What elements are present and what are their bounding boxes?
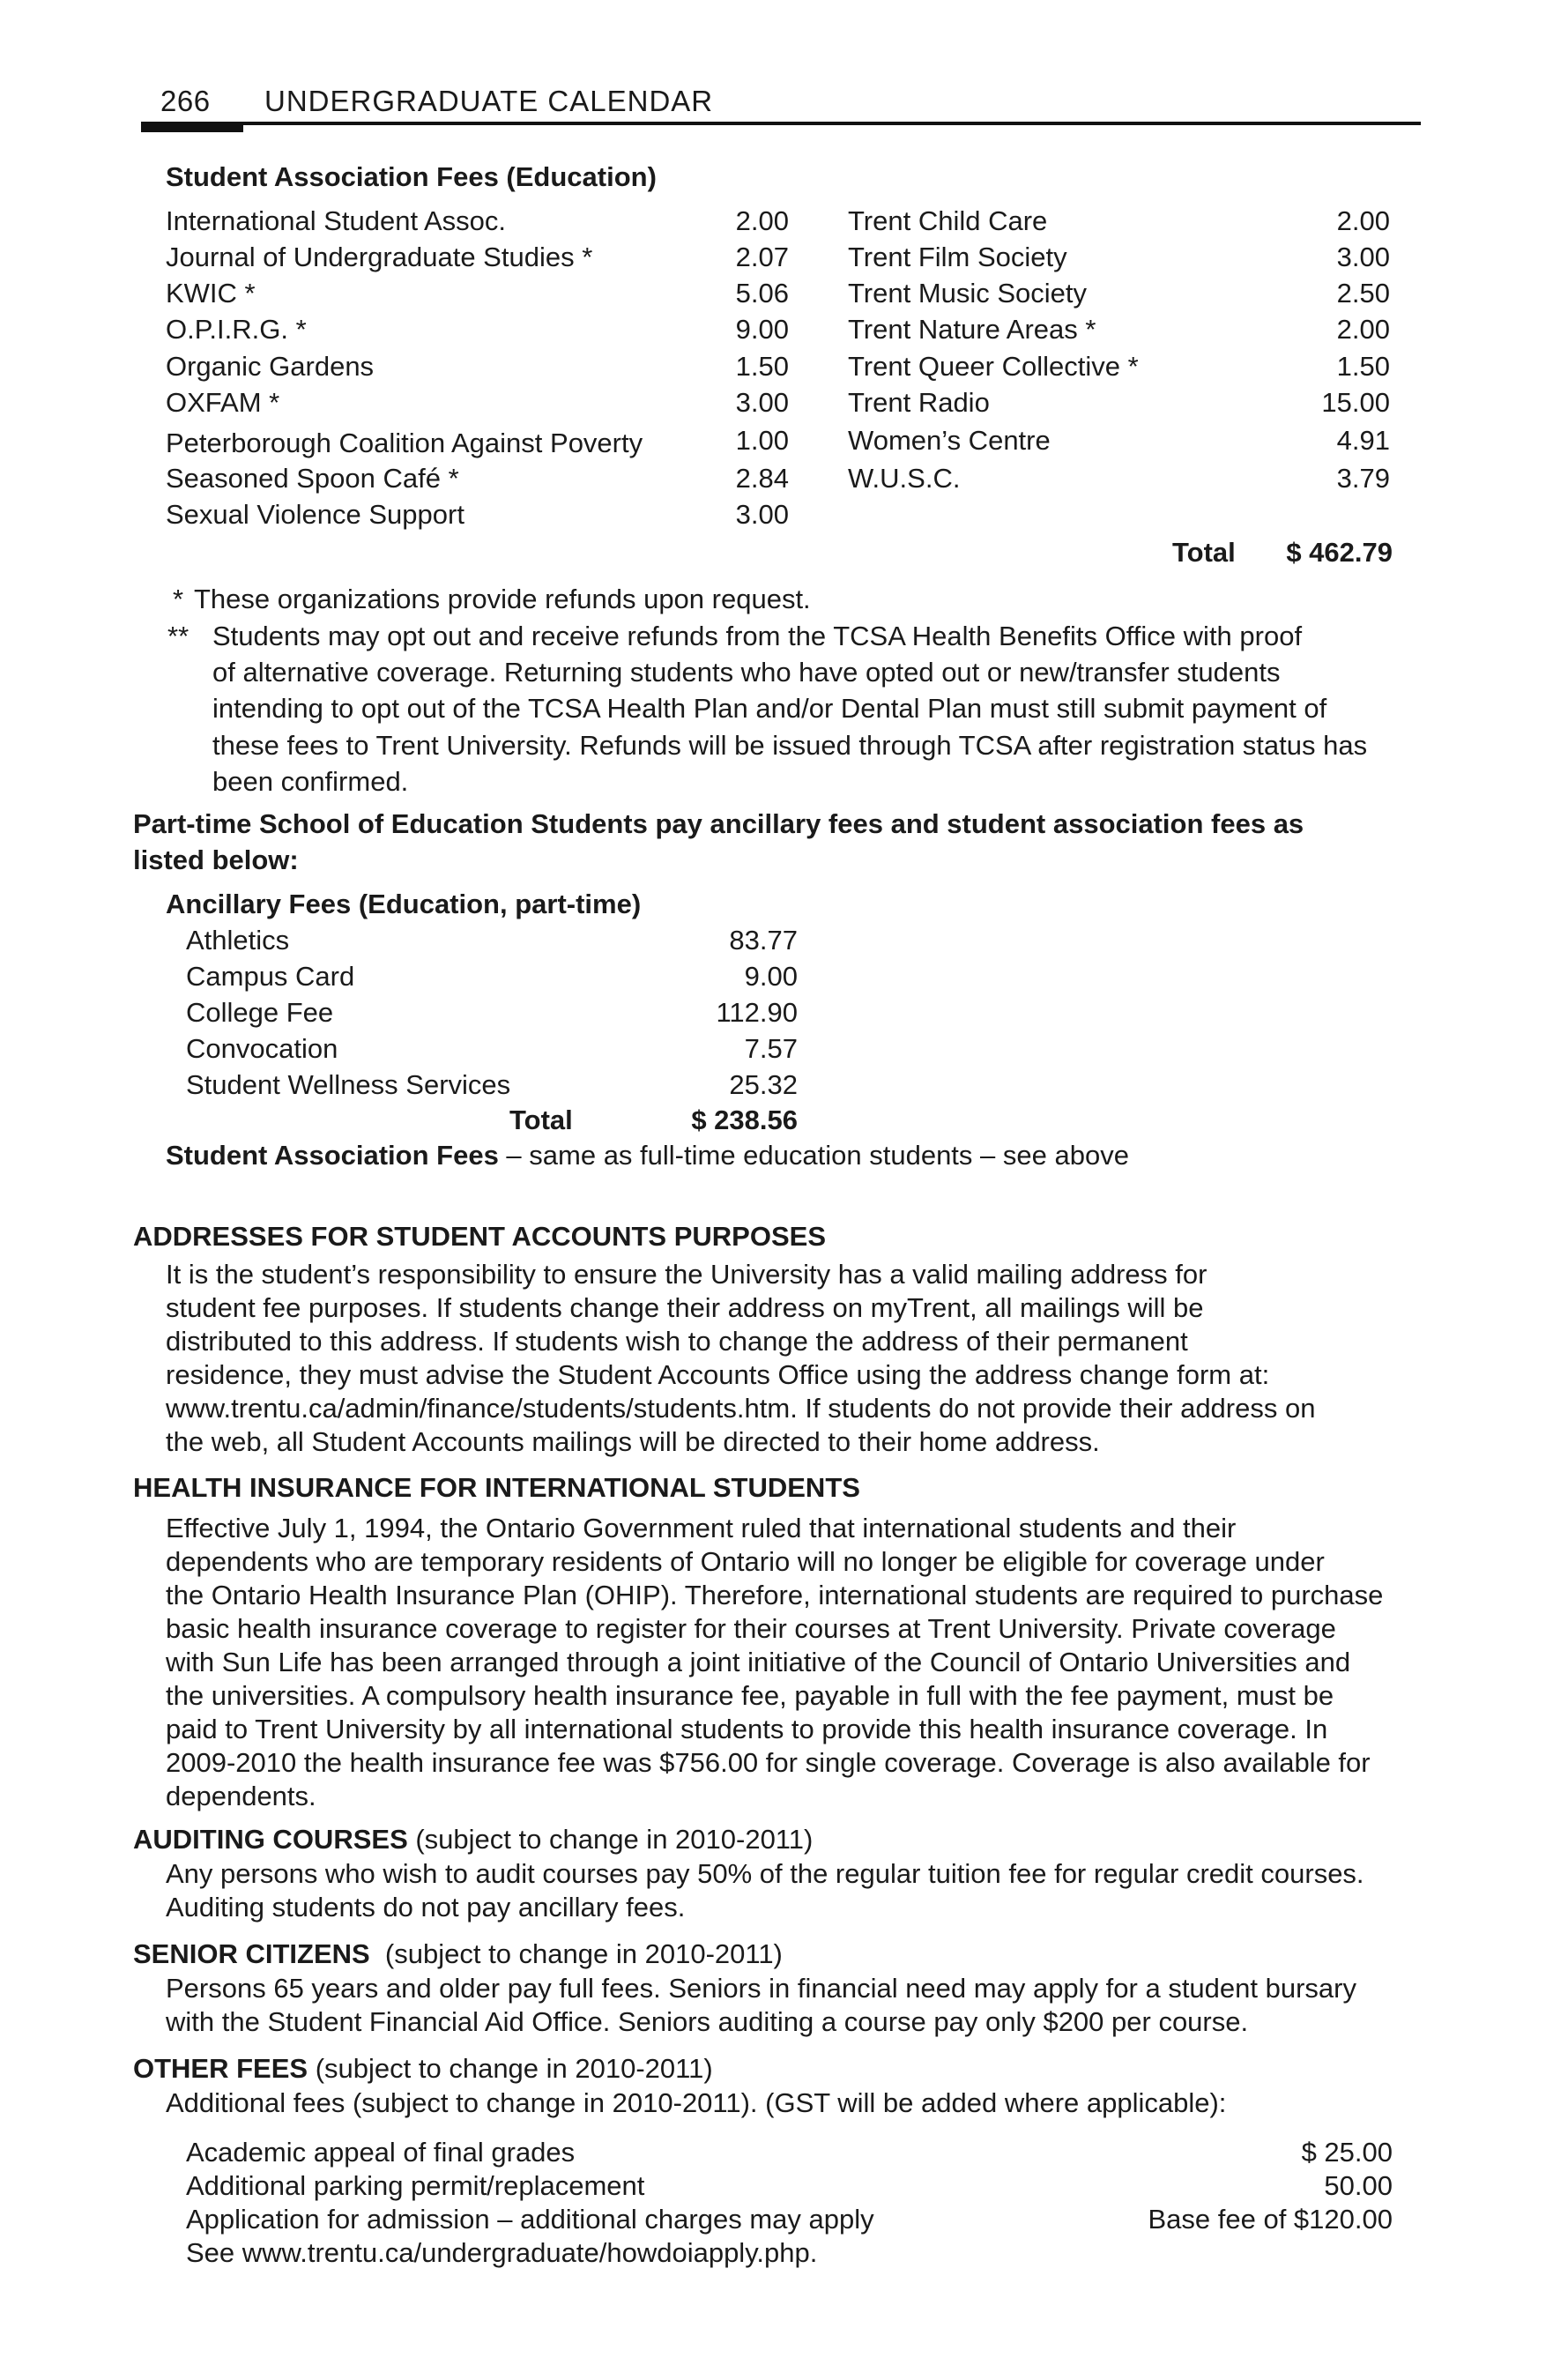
- footnote-line: intending to opt out of the TCSA Health Plan and/or Dental Plan must still submit payment of: [212, 693, 1327, 724]
- other-fees-intro: Additional fees (subject to change in 2010-2011). (GST will be added where applicable):: [166, 2087, 1227, 2118]
- ancillary-fee-name: Campus Card: [186, 961, 355, 992]
- sa-fees-total-label: Total: [1172, 537, 1236, 568]
- other-fee-name: Application for admission – additional charges may apply: [186, 2204, 874, 2235]
- sa-fee-name: Trent Nature Areas *: [848, 314, 1096, 345]
- sa-fee-name: Sexual Violence Support: [166, 499, 464, 530]
- addresses-line: residence, they must advise the Student Accounts Office using the address change form at:: [166, 1359, 1270, 1390]
- ancillary-fee-name: College Fee: [186, 997, 334, 1028]
- other-fee-name: Academic appeal of final grades: [186, 2137, 576, 2168]
- sa-fee-amount: 3.00: [1336, 242, 1390, 272]
- sa-fee-amount: 1.50: [735, 351, 789, 382]
- page-header: [141, 79, 1421, 132]
- ancillary-total-value: $ 238.56: [691, 1104, 798, 1135]
- addresses-line: the web, all Student Accounts mailings will be directed to their home address.: [166, 1426, 1100, 1457]
- sa-fee-name: Organic Gardens: [166, 351, 375, 382]
- addresses-line: It is the student’s responsibility to ensure the University has a valid mailing address for: [166, 1259, 1207, 1290]
- footnote-refunds: These organizations provide refunds upon request.: [194, 584, 811, 614]
- page-number: 266: [160, 85, 211, 117]
- sa-fee-amount: 5.06: [735, 278, 789, 309]
- sa-fee-name: Trent Child Care: [848, 205, 1048, 236]
- footnote-line: of alternative coverage. Returning students who have opted out or new/transfer students: [212, 657, 1281, 688]
- other-fees-see-line: See www.trentu.ca/undergraduate/howdoiapply.php.: [186, 2237, 818, 2268]
- sa-fee-name: O.P.I.R.G. *: [166, 314, 307, 345]
- health-line: dependents who are temporary residents of Ontario will no longer be eligible for coverage under: [166, 1546, 1325, 1577]
- sa-fee-amount: 2.00: [1336, 314, 1390, 345]
- ancillary-fee-amount: 7.57: [744, 1033, 798, 1064]
- health-line: with Sun Life has been arranged through a joint initiative of the Council of Ontario Universities and: [166, 1647, 1351, 1677]
- auditing-line: Any persons who wish to audit courses pay 50% of the regular tuition fee for regular credit courses.: [166, 1858, 1364, 1889]
- seniors-line: with the Student Financial Aid Office. Seniors auditing a course pay only $200 per course.: [166, 2006, 1249, 2037]
- sa-fee-amount: 4.91: [1336, 425, 1390, 456]
- footnote-marker: *: [173, 584, 184, 614]
- footnote-line: Students may opt out and receive refunds from the TCSA Health Benefits Office with proof: [212, 621, 1303, 651]
- sa-fees-part-time-note: [166, 1138, 1129, 1173]
- ancillary-fee-amount: 25.32: [729, 1069, 798, 1100]
- sa-fee-amount: 3.00: [735, 499, 789, 530]
- sa-fees-part-time-text: – same as full-time education students – see above: [498, 1140, 1129, 1171]
- sa-fee-amount: 9.00: [735, 314, 789, 345]
- auditing-heading-line: [133, 1822, 813, 1857]
- other-fees-note: (subject to change in 2010-2011): [308, 2053, 713, 2084]
- sa-fees-total-value: $ 462.79: [1286, 537, 1393, 568]
- health-line: paid to Trent University by all international students to provide this health insurance coverage. In: [166, 1714, 1328, 1744]
- sa-fee-amount: 15.00: [1321, 387, 1390, 418]
- seniors-line: Persons 65 years and older pay full fees. Seniors in financial need may apply for a student bursary: [166, 1973, 1356, 2004]
- other-fee-amount: Base fee of $120.00: [1148, 2204, 1393, 2235]
- sa-fee-amount: 1.50: [1336, 351, 1390, 382]
- footnote-marker-double: **: [167, 621, 189, 651]
- footnote-line: these fees to Trent University. Refunds will be issued through TCSA after registration status has: [212, 730, 1368, 761]
- sa-fee-name: Seasoned Spoon Café *: [166, 463, 459, 494]
- seniors-note: (subject to change in 2010-2011): [369, 1938, 783, 1969]
- health-line: 2009-2010 the health insurance fee was $756.00 for single coverage. Coverage is also available for: [166, 1747, 1371, 1778]
- footnote-line: been confirmed.: [212, 766, 409, 797]
- sa-fee-name: W.U.S.C.: [848, 463, 961, 494]
- sa-fee-name: Trent Radio: [848, 387, 990, 418]
- addresses-line: student fee purposes. If students change their address on myTrent, all mailings will be: [166, 1292, 1204, 1323]
- sa-fee-amount: 2.00: [1336, 205, 1390, 236]
- sa-fees-heading: Student Association Fees (Education): [166, 161, 657, 192]
- sa-fee-amount: 1.00: [735, 425, 789, 456]
- other-fee-amount: 50.00: [1324, 2170, 1393, 2201]
- other-fee-amount: $ 25.00: [1301, 2137, 1393, 2168]
- health-line: dependents.: [166, 1781, 316, 1811]
- sa-fee-name: Trent Music Society: [848, 278, 1088, 309]
- ancillary-fee-amount: 83.77: [729, 925, 798, 956]
- other-fee-name: Additional parking permit/replacement: [186, 2170, 645, 2201]
- part-time-intro: Part-time School of Education Students pay ancillary fees and student association fees as: [133, 808, 1304, 839]
- sa-fee-name: OXFAM *: [166, 387, 280, 418]
- health-heading: HEALTH INSURANCE FOR INTERNATIONAL STUDENTS: [133, 1472, 860, 1503]
- ancillary-fee-name: Student Wellness Services: [186, 1069, 511, 1100]
- health-line: Effective July 1, 1994, the Ontario Government ruled that international students and their: [166, 1513, 1237, 1543]
- part-time-intro-cont: listed below:: [133, 844, 299, 875]
- sa-fee-name: Peterborough Coalition Against Poverty: [166, 428, 643, 458]
- sa-fee-name: KWIC *: [166, 278, 256, 309]
- health-line: the Ontario Health Insurance Plan (OHIP). Therefore, international students are required to purchase: [166, 1580, 1384, 1610]
- health-line: the universities. A compulsory health insurance fee, payable in full with the fee payment, must be: [166, 1680, 1334, 1711]
- auditing-line: Auditing students do not pay ancillary fees.: [166, 1892, 686, 1923]
- running-title: UNDERGRADUATE CALENDAR: [264, 85, 714, 117]
- other-fees-heading-line: [133, 2051, 713, 2086]
- sa-fee-name: Women’s Centre: [848, 425, 1051, 456]
- ancillary-fee-name: Athletics: [186, 925, 290, 956]
- auditing-heading: AUDITING COURSES: [133, 1824, 408, 1855]
- addresses-line: distributed to this address. If students wish to change the address of their permanent: [166, 1326, 1188, 1357]
- health-line: basic health insurance coverage to register for their courses at Trent University. Private coverage: [166, 1613, 1336, 1644]
- sa-fee-name: Trent Queer Collective *: [848, 351, 1139, 382]
- sa-fee-amount: 2.84: [735, 463, 789, 494]
- sa-fee-amount: 2.50: [1336, 278, 1390, 309]
- sa-fee-amount: 2.07: [735, 242, 789, 272]
- addresses-heading: ADDRESSES FOR STUDENT ACCOUNTS PURPOSES: [133, 1221, 826, 1252]
- ancillary-total-label: Total: [509, 1104, 573, 1135]
- sa-fee-name: International Student Assoc.: [166, 205, 507, 236]
- seniors-heading-line: [133, 1937, 783, 1972]
- ancillary-fee-amount: 112.90: [716, 997, 798, 1028]
- sa-fees-part-time-label: Student Association Fees: [166, 1140, 499, 1171]
- sa-fee-amount: 3.79: [1336, 463, 1390, 494]
- seniors-heading: SENIOR CITIZENS: [133, 1938, 370, 1969]
- ancillary-fee-amount: 9.00: [744, 961, 798, 992]
- addresses-line: www.trentu.ca/admin/finance/students/students.htm. If students do not provide their address on: [166, 1393, 1316, 1424]
- header-rule: [141, 122, 1421, 125]
- sa-fee-name: Journal of Undergraduate Studies *: [166, 242, 593, 272]
- sa-fee-amount: 3.00: [735, 387, 789, 418]
- sa-fee-name: Trent Film Society: [848, 242, 1067, 272]
- sa-fee-amount: 2.00: [735, 205, 789, 236]
- other-fees-heading: OTHER FEES: [133, 2053, 308, 2084]
- header-block: [141, 122, 243, 132]
- ancillary-heading: Ancillary Fees (Education, part-time): [166, 889, 642, 919]
- auditing-note: (subject to change in 2010-2011): [407, 1824, 814, 1855]
- ancillary-fee-name: Convocation: [186, 1033, 338, 1064]
